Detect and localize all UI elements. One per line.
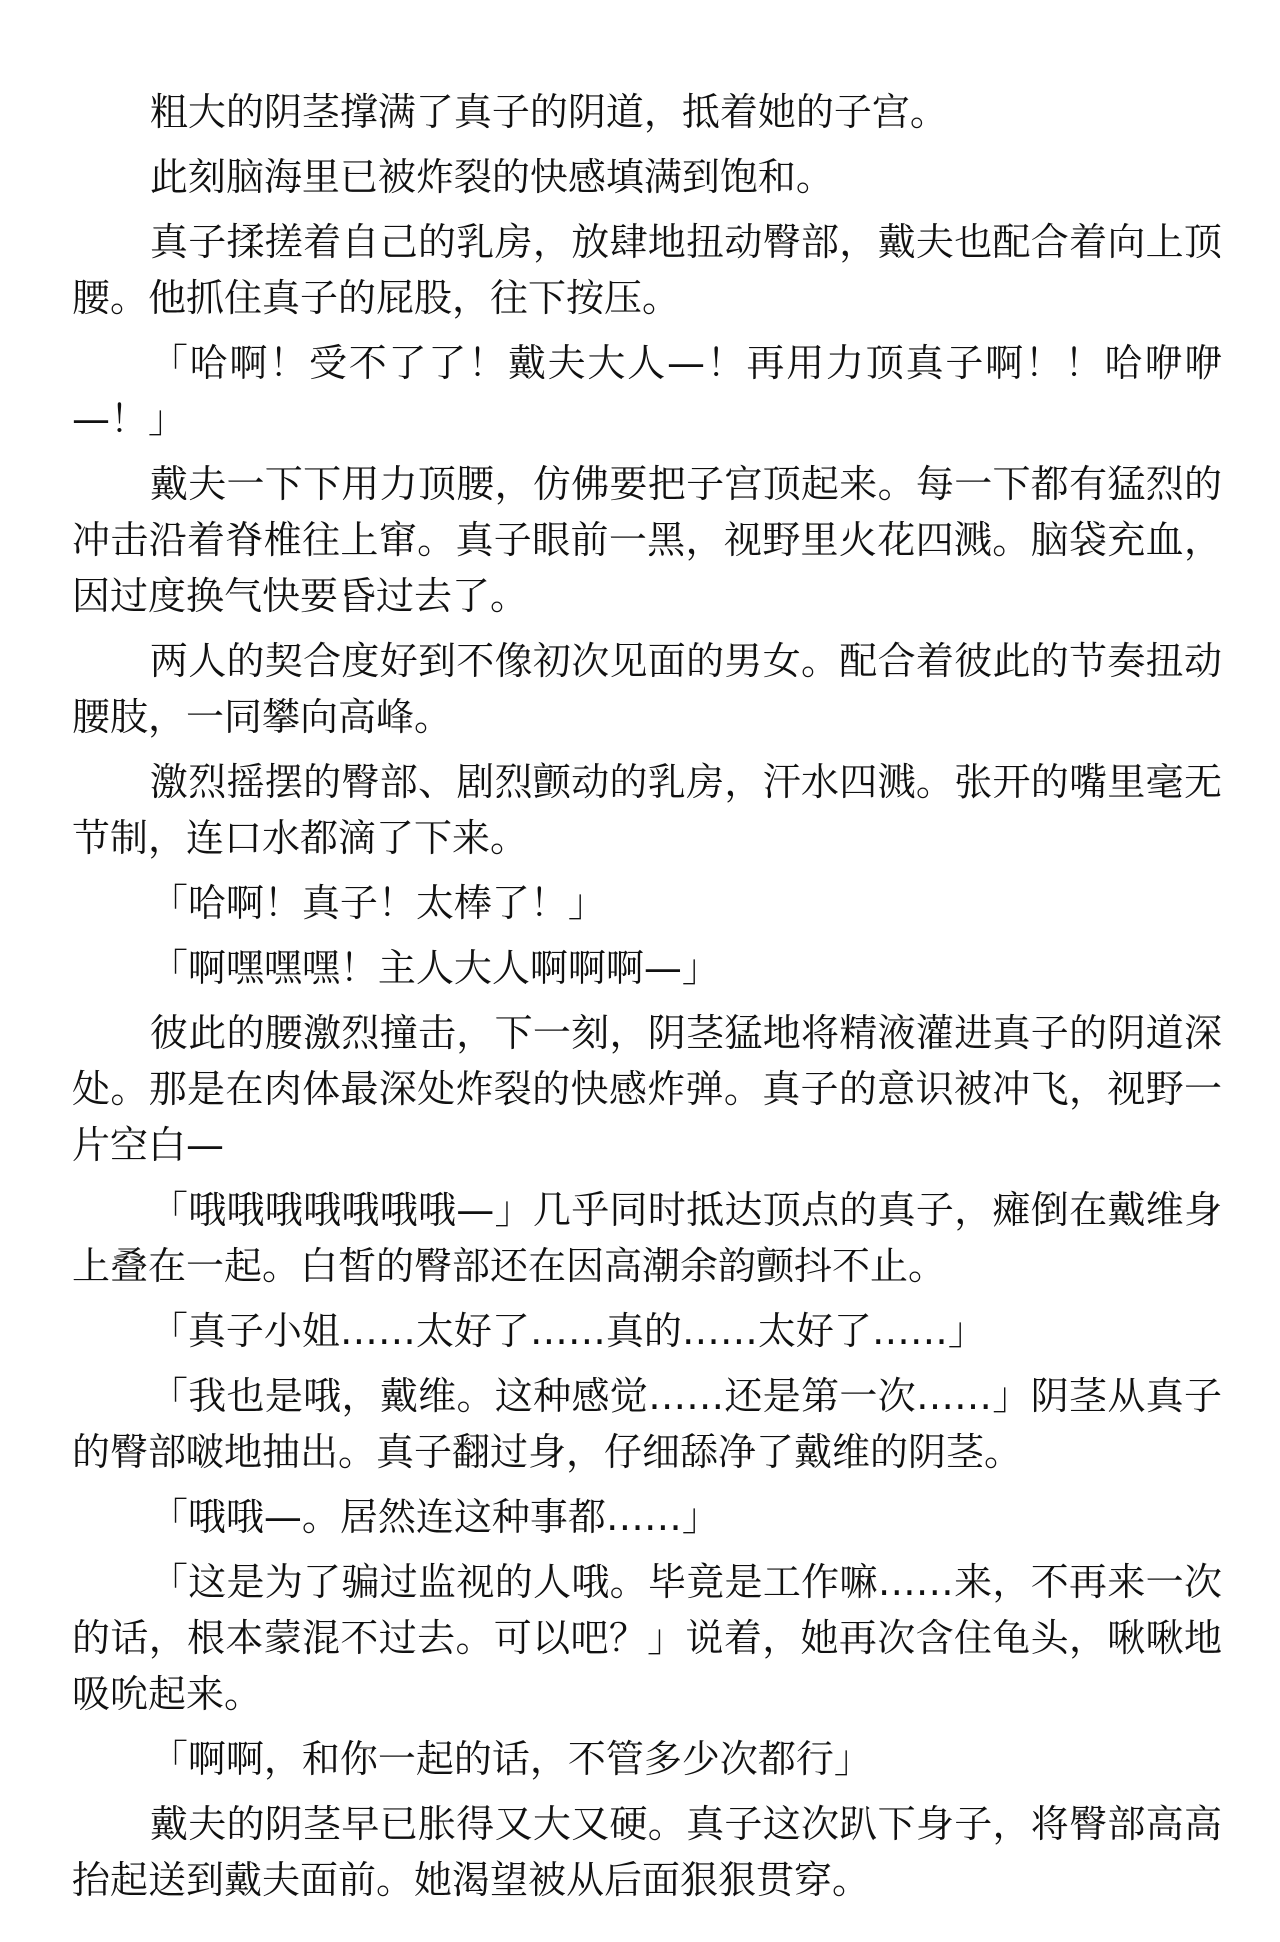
paragraph: 戴夫的阴茎早已胀得又大又硬。真子这次趴下身子，将臀部高高抬起送到戴夫面前。她渴望被从后面狠狠贯穿。 bbox=[72, 1802, 1222, 1902]
paragraph: 「啊嘿嘿嘿！主人大人啊啊啊—」 bbox=[149, 946, 720, 990]
paragraph: 真子揉搓着自己的乳房，放肆地扭动臀部，戴夫也配合着向上顶腰。他抓住真子的屁股，往下按压。 bbox=[72, 220, 1222, 320]
paragraph: 戴夫一下下用力顶腰，仿佛要把子宫顶起来。每一下都有猛烈的冲击沿着脊椎往上窜。真子眼前一黑，视野里火花四溅。脑袋充血，因过度换气快要昏过去了。 bbox=[72, 462, 1222, 618]
paragraph: 「哈啊！受不了了！戴夫大人—！再用力顶真子啊！！哈咿咿—！」 bbox=[72, 341, 1222, 441]
paragraph: 粗大的阴茎撑满了真子的阴道，抵着她的子宫。 bbox=[149, 90, 948, 134]
paragraph: 彼此的腰激烈撞击，下一刻，阴茎猛地将精液灌进真子的阴道深处。那是在肉体最深处炸裂的快感炸弹。真子的意识被冲飞，视野一片空白— bbox=[72, 1011, 1222, 1167]
paragraph: 「我也是哦，戴维。这种感觉……还是第一次……」阴茎从真子的臀部啵地抽出。真子翻过身，仔细舔净了戴维的阴茎。 bbox=[72, 1374, 1222, 1474]
paragraph: 此刻脑海里已被炸裂的快感填满到饱和。 bbox=[149, 155, 834, 199]
paragraph: 「啊啊，和你一起的话，不管多少次都行」 bbox=[149, 1737, 872, 1781]
document-page bbox=[72, 84, 1222, 1917]
paragraph: 「哦哦哦哦哦哦哦—」几乎同时抵达顶点的真子，瘫倒在戴维身上叠在一起。白皙的臀部还在因高潮余韵颤抖不止。 bbox=[72, 1188, 1222, 1288]
paragraph: 「这是为了骗过监视的人哦。毕竟是工作嘛……来，不再来一次的话，根本蒙混不过去。可以吧？」说着，她再次含住龟头，啾啾地吸吮起来。 bbox=[72, 1560, 1222, 1716]
paragraph: 「哈啊！真子！太棒了！」 bbox=[149, 881, 606, 925]
paragraph: 两人的契合度好到不像初次见面的男女。配合着彼此的节奏扭动腰肢，一同攀向高峰。 bbox=[72, 639, 1222, 739]
paragraph: 「真子小姐……太好了……真的……太好了……」 bbox=[149, 1309, 986, 1353]
paragraph: 「哦哦—。居然连这种事都……」 bbox=[149, 1495, 720, 1539]
paragraph: 激烈摇摆的臀部、剧烈颤动的乳房，汗水四溅。张开的嘴里毫无节制，连口水都滴了下来。 bbox=[72, 760, 1222, 860]
